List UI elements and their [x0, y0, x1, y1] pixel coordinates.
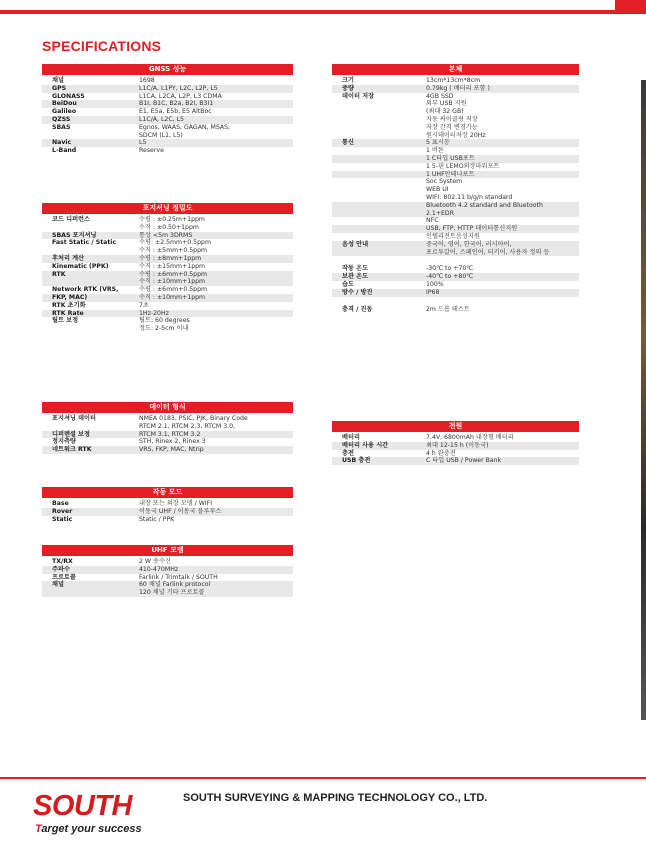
spec-value-line: E1, E5a, E5b, E5 AltBoc	[139, 108, 212, 116]
spec-value	[426, 155, 579, 163]
spec-row-item-9	[332, 202, 579, 218]
spec-label: 충전	[342, 449, 354, 457]
spec-row-item-8	[332, 178, 579, 201]
section-header: GNSS 성능	[42, 64, 293, 75]
spec-label: 네트워크 RTK	[52, 446, 92, 454]
spec-row-rtk	[42, 446, 293, 454]
spec-value	[139, 317, 293, 333]
spec-value	[139, 508, 293, 516]
spec-value-line: 수평 : ±8mm+1ppm	[139, 254, 202, 262]
spec-row-item-3	[332, 139, 579, 147]
spec-label: GLONASS	[52, 92, 85, 100]
spec-row-rover	[42, 508, 293, 516]
spec-row-network-rtk-vrs	[42, 286, 293, 294]
spec-label: 배터리	[342, 434, 360, 441]
spec-row-static	[42, 516, 293, 524]
spec-value-line: 포르투갈어, 스페인어, 터키어, 사용자 정의 등	[426, 248, 550, 256]
spec-value-line: VRS, FKP, MAC, Ntrip	[139, 446, 204, 454]
spec-row-navic	[42, 139, 293, 147]
spec-value-line: 0.79kg ( 배터리 포함 )	[426, 84, 490, 92]
spec-value-line: 5 표시등	[426, 139, 450, 147]
spec-value	[139, 77, 293, 85]
spec-value	[426, 163, 579, 171]
spec-label	[332, 225, 426, 233]
spec-label: BeiDou	[52, 100, 77, 108]
spec-label	[332, 171, 426, 179]
spec-value-line: C 타입 USB / Power Bank	[426, 457, 502, 465]
spec-label: 방수 / 방진	[342, 288, 373, 296]
spec-row-item-20	[332, 306, 579, 314]
spec-row-fkp-mac	[42, 294, 293, 302]
spec-value-line: 수직 : ±10mm+1ppm	[139, 278, 206, 286]
left-section-4	[42, 545, 293, 597]
spec-label: 작동 온도	[342, 265, 369, 273]
left-section-3	[42, 487, 293, 523]
spec-row-kinematic-ppk	[42, 263, 293, 271]
spec-label: RTK 초기화	[52, 301, 86, 309]
tagline	[35, 823, 142, 835]
spec-value-line: 수평 : ±6mm+0.5ppm	[139, 270, 208, 278]
spec-value-line: 내장 또는 외장 모뎀 / WIFI	[139, 500, 213, 507]
spec-value	[139, 294, 293, 302]
spec-label	[332, 217, 426, 225]
spec-value	[426, 306, 579, 314]
spec-value	[426, 434, 579, 442]
row-spacer	[332, 297, 579, 306]
spec-label: 충격 / 진동	[342, 305, 373, 313]
footer-divider	[0, 777, 646, 779]
spec-value-line: 수평 : ±0.25m+1ppm	[139, 216, 205, 223]
spec-value	[139, 446, 293, 454]
spec-label: Navic	[52, 139, 72, 147]
company-name: SOUTH SURVEYING & MAPPING TECHNOLOGY CO., LTD.	[183, 792, 488, 804]
spec-value	[139, 500, 293, 508]
spec-row-glonass	[42, 93, 293, 101]
spec-value-line: Farlink / Trimtalk / SOUTH	[139, 573, 218, 581]
spec-label	[332, 233, 426, 241]
south-logo: SOUTH	[33, 790, 132, 822]
spec-value-line: 100%	[426, 280, 444, 288]
spec-label: Galileo	[52, 108, 77, 116]
spec-value-line: Soc System	[426, 178, 463, 186]
spec-label: 음성 안내	[342, 240, 369, 248]
spec-value-line: STH, Rinex 2, Rinex 3	[139, 438, 206, 446]
spec-value	[139, 516, 293, 524]
spec-value	[139, 216, 293, 232]
spec-value-line: WIFI: 802.11 b/g/n standard	[426, 193, 513, 201]
spec-label: 중량	[342, 84, 354, 92]
spec-value	[139, 85, 293, 93]
section-header: 데이터 형식	[42, 402, 293, 413]
spec-rows	[42, 500, 293, 523]
spec-label	[332, 163, 426, 171]
spec-row-gps	[42, 85, 293, 93]
spec-value	[139, 566, 293, 574]
spec-value-line: WEB UI	[426, 186, 449, 194]
spec-value-line: 정도: 2-5cm 이내	[139, 325, 189, 333]
spec-value	[426, 241, 579, 257]
spec-value-line: L5	[139, 139, 147, 147]
spec-value	[139, 108, 293, 116]
spec-row-item-3	[42, 581, 293, 597]
spec-value-line: 4GB SSD	[426, 92, 454, 100]
spec-value	[139, 438, 293, 446]
spec-row-item-1	[332, 442, 579, 450]
spec-label: 주파수	[52, 565, 70, 573]
spec-row-item-2	[332, 93, 579, 140]
spec-label: 코드 디퍼런스	[52, 216, 91, 223]
spec-rows	[332, 434, 579, 465]
spec-label: 틸트 보정	[52, 317, 79, 325]
spec-label: 습도	[342, 280, 354, 288]
spec-rows	[42, 415, 293, 454]
spec-value-line: 120 채널 기타 프로토콜	[139, 589, 205, 597]
spec-value	[426, 178, 579, 201]
spec-value	[139, 263, 293, 271]
spec-row-item-12	[332, 233, 579, 241]
spec-label: 프로토콜	[52, 573, 76, 581]
spec-value-line: USB, FTP, HTTP 데이터통신지원	[426, 225, 518, 233]
spec-label: 포지셔닝 데이터	[52, 415, 96, 422]
spec-row-item-0	[332, 77, 579, 85]
spec-label: 정지측량	[52, 438, 76, 446]
spec-row-rtk	[42, 271, 293, 287]
tagline-rest: arget your success	[41, 823, 142, 835]
right-section-1	[332, 421, 579, 465]
spec-value	[426, 217, 579, 225]
spec-row-item-10	[332, 217, 579, 225]
top-white-band	[0, 0, 615, 10]
spec-row-item-13	[332, 241, 579, 257]
spec-value	[139, 100, 293, 108]
spec-label: Base	[52, 500, 69, 507]
spec-value	[139, 124, 293, 140]
spec-value	[426, 281, 579, 289]
spec-value-line: 2m 드롭 테스트	[426, 305, 470, 313]
spec-row-item-1	[42, 566, 293, 574]
spec-value	[426, 85, 579, 93]
spec-value	[426, 457, 579, 465]
spec-value-line: 수평 : ±6mm+0.5ppm	[139, 286, 208, 294]
spec-value	[426, 233, 579, 241]
spec-value	[426, 77, 579, 85]
spec-value-line: 7.4V, 6800mAh 내장형 배터리	[426, 434, 514, 441]
page-title: SPECIFICATIONS	[42, 38, 162, 54]
spec-row-tx-rx	[42, 558, 293, 566]
spec-label	[332, 147, 426, 155]
spec-value	[426, 147, 579, 155]
section-header: 전원	[332, 421, 579, 432]
spec-label: 배터리 사용 시간	[342, 441, 389, 449]
spec-value	[139, 558, 293, 566]
spec-label: Network RTK (VRS,	[52, 286, 119, 294]
spec-value	[139, 431, 293, 439]
spec-value-line: 1698	[139, 77, 155, 84]
spec-label: L-Band	[52, 147, 77, 155]
tagline-first-letter: T	[35, 823, 42, 835]
left-section-0	[42, 64, 293, 155]
spec-rows	[332, 77, 579, 313]
left-section-2	[42, 402, 293, 454]
spec-value	[426, 202, 579, 218]
spec-label: Static	[52, 515, 73, 523]
spec-value-line: 수직 : ±15mm+1ppm	[139, 262, 206, 270]
spec-value-line: 1 UHF안테나포트	[426, 170, 475, 178]
spec-value-line: IP68	[426, 288, 440, 296]
section-header: UHF 모뎀	[42, 545, 293, 556]
spec-value-line: 2 W 송수신	[139, 558, 171, 565]
spec-row-item-1	[332, 85, 579, 93]
section-header: 본체	[332, 64, 579, 75]
spec-value-line: 저장 간격 변경가능	[426, 123, 478, 131]
spec-value-line: RTCM 3.1, RTCM 3.2	[139, 430, 201, 438]
spec-row-base	[42, 500, 293, 508]
spec-value-line: Egnos, WAAS, GAGAN, MSAS,	[139, 123, 230, 131]
spec-value	[139, 93, 293, 101]
right-edge-photo-strip	[641, 80, 646, 720]
spec-label: RTK Rate	[52, 309, 84, 317]
spec-value-line: L1CA, L2CA, L2P, L3 CDMA	[139, 92, 222, 100]
spec-value	[426, 93, 579, 140]
spec-row-item-3	[42, 255, 293, 263]
right-section-0	[332, 64, 579, 313]
spec-row-item-0	[42, 77, 293, 85]
spec-row-fast-static-static	[42, 239, 293, 255]
spec-value	[139, 415, 293, 431]
spec-value-line: 1 C타입 USB포트	[426, 154, 475, 162]
spec-value-line: L1C/A, L1PY, L2C, L2P, L5	[139, 84, 218, 92]
spec-value	[139, 116, 293, 124]
spec-rows	[42, 558, 293, 597]
spec-value	[426, 225, 579, 233]
spec-value-line: 1 5-핀 LEMO외장파워포트	[426, 162, 500, 170]
spec-label: SBAS	[52, 123, 71, 131]
spec-value-line: -30℃ to +70℃	[426, 265, 474, 273]
spec-value	[139, 581, 293, 597]
spec-label	[332, 155, 426, 163]
spec-value-line: 인텔리전트음성지원	[426, 232, 480, 240]
spec-value-line: 1 버튼	[426, 147, 444, 155]
spec-label	[332, 202, 426, 218]
spec-value	[139, 239, 293, 255]
spec-value-line: 틸트: 60 degrees	[139, 317, 190, 325]
spec-value	[426, 273, 579, 281]
spec-value	[426, 265, 579, 273]
spec-value-line: SDCM (L1, L5)	[139, 131, 183, 139]
spec-value-line: 최대 12-15 h (이동국)	[426, 441, 489, 449]
spec-value-line: 410-470MHz	[139, 565, 179, 573]
spec-value	[139, 147, 293, 155]
spec-row-rtk	[42, 302, 293, 310]
spec-row-l-band	[42, 147, 293, 155]
spec-row-item-4	[332, 147, 579, 155]
spec-row-item-10	[42, 317, 293, 333]
spec-value	[139, 271, 293, 287]
spec-label: 크기	[342, 77, 354, 84]
spec-row-usb	[332, 457, 579, 465]
spec-label: QZSS	[52, 115, 71, 123]
spec-value-line: 수평: ±2.5mm+0.5ppm	[139, 239, 211, 247]
spec-value-line: 수직 : ±5mm+0.5ppm	[139, 247, 208, 255]
spec-value	[139, 302, 293, 310]
spec-row-qzss	[42, 116, 293, 124]
spec-row-item-0	[332, 434, 579, 442]
spec-label: SBAS 포지셔닝	[52, 231, 97, 239]
spec-label	[332, 178, 426, 201]
spec-row-item-5	[332, 155, 579, 163]
spec-row-item-11	[332, 225, 579, 233]
spec-value-line: NMEA 0183, PSIC, PJK, Binary Code	[139, 415, 248, 422]
spec-label: 채널	[52, 77, 64, 84]
spec-value	[139, 139, 293, 147]
spec-label: 후처리 계산	[52, 254, 85, 262]
spec-label: RTK	[52, 270, 66, 278]
spec-value-line: 4 h 완충전	[426, 449, 456, 457]
spec-rows	[42, 216, 293, 333]
spec-value	[139, 255, 293, 263]
spec-value-line: Reserve	[139, 147, 164, 155]
spec-label: 통신	[342, 139, 354, 147]
spec-value-line: NFC	[426, 217, 439, 225]
spec-row-item-17	[332, 281, 579, 289]
spec-label: 보관 온도	[342, 273, 369, 281]
spec-row-item-0	[42, 216, 293, 232]
spec-value-line: 수직 : ±10mm+1ppm	[139, 293, 206, 301]
spec-value	[426, 442, 579, 450]
spec-row-item-7	[332, 171, 579, 179]
spec-row-galileo	[42, 108, 293, 116]
spec-row-item-6	[332, 163, 579, 171]
spec-row-item-15	[332, 265, 579, 273]
spec-label: USB 충전	[342, 457, 371, 465]
spec-rows	[42, 77, 293, 155]
spec-label: 디퍼렌셜 보정	[52, 430, 91, 438]
spec-row-item-16	[332, 273, 579, 281]
section-header: 작동 모드	[42, 487, 293, 498]
spec-value-line: 1Hz-20Hz	[139, 309, 169, 317]
spec-label: 데이터 저장	[342, 92, 375, 100]
spec-value	[426, 289, 579, 297]
spec-value-line: 2.1+EDR	[426, 209, 454, 217]
spec-value-line: (최대 32 GB)	[426, 108, 464, 116]
spec-value-line: 외부 USB 지원	[426, 100, 467, 108]
spec-value-line: RTCM 2.1, RTCM 2.3, RTCM 3.0,	[139, 422, 236, 430]
spec-value	[426, 139, 579, 147]
spec-value-line: 7초	[139, 301, 149, 309]
section-header: 포지셔닝 정밀도	[42, 203, 293, 214]
spec-value-line: L1C/A, L2C, L5	[139, 115, 184, 123]
spec-value	[139, 286, 293, 294]
left-section-1	[42, 203, 293, 333]
spec-value-line: -40℃ to +80℃	[426, 273, 474, 281]
spec-row-item-0	[42, 415, 293, 431]
row-spacer	[332, 256, 579, 265]
spec-value-line: Bluetooth 4.2 standard and Bluetooth	[426, 201, 543, 209]
spec-row-item-1	[42, 431, 293, 439]
spec-value-line: 통상 <5m 3DRMS	[139, 231, 193, 239]
spec-label: Fast Static / Static	[52, 239, 117, 247]
spec-label: FKP, MAC)	[52, 293, 88, 301]
spec-value-line: Static / PPK	[139, 515, 175, 523]
spec-value-line: 60 채널 Farlink protocol	[139, 581, 211, 589]
spec-row-item-18	[332, 289, 579, 297]
spec-value-line: 원시데이터저장 20Hz	[426, 131, 486, 139]
spec-value-line: 자동 싸이클링 저장	[426, 115, 478, 123]
spec-label: TX/RX	[52, 558, 73, 565]
spec-value-line: 중국어, 영어, 한국어, 러시아어,	[426, 240, 512, 248]
spec-value-line: 수직 : ±0.50+1ppm	[139, 223, 199, 231]
spec-label: Rover	[52, 507, 73, 515]
spec-label: Kinematic (PPK)	[52, 262, 109, 270]
spec-label: GPS	[52, 84, 67, 92]
spec-value	[426, 171, 579, 179]
spec-value-line: 이동국 UHF / 이동국 블루투스	[139, 507, 222, 515]
spec-value-line: B1I, B1C, B2a, B2I, B3I1	[139, 100, 214, 108]
spec-label: 채널	[52, 581, 64, 589]
spec-row-sbas	[42, 124, 293, 140]
spec-value-line: 13cm*13cm*8cm	[426, 77, 481, 84]
spec-row-beidou	[42, 100, 293, 108]
